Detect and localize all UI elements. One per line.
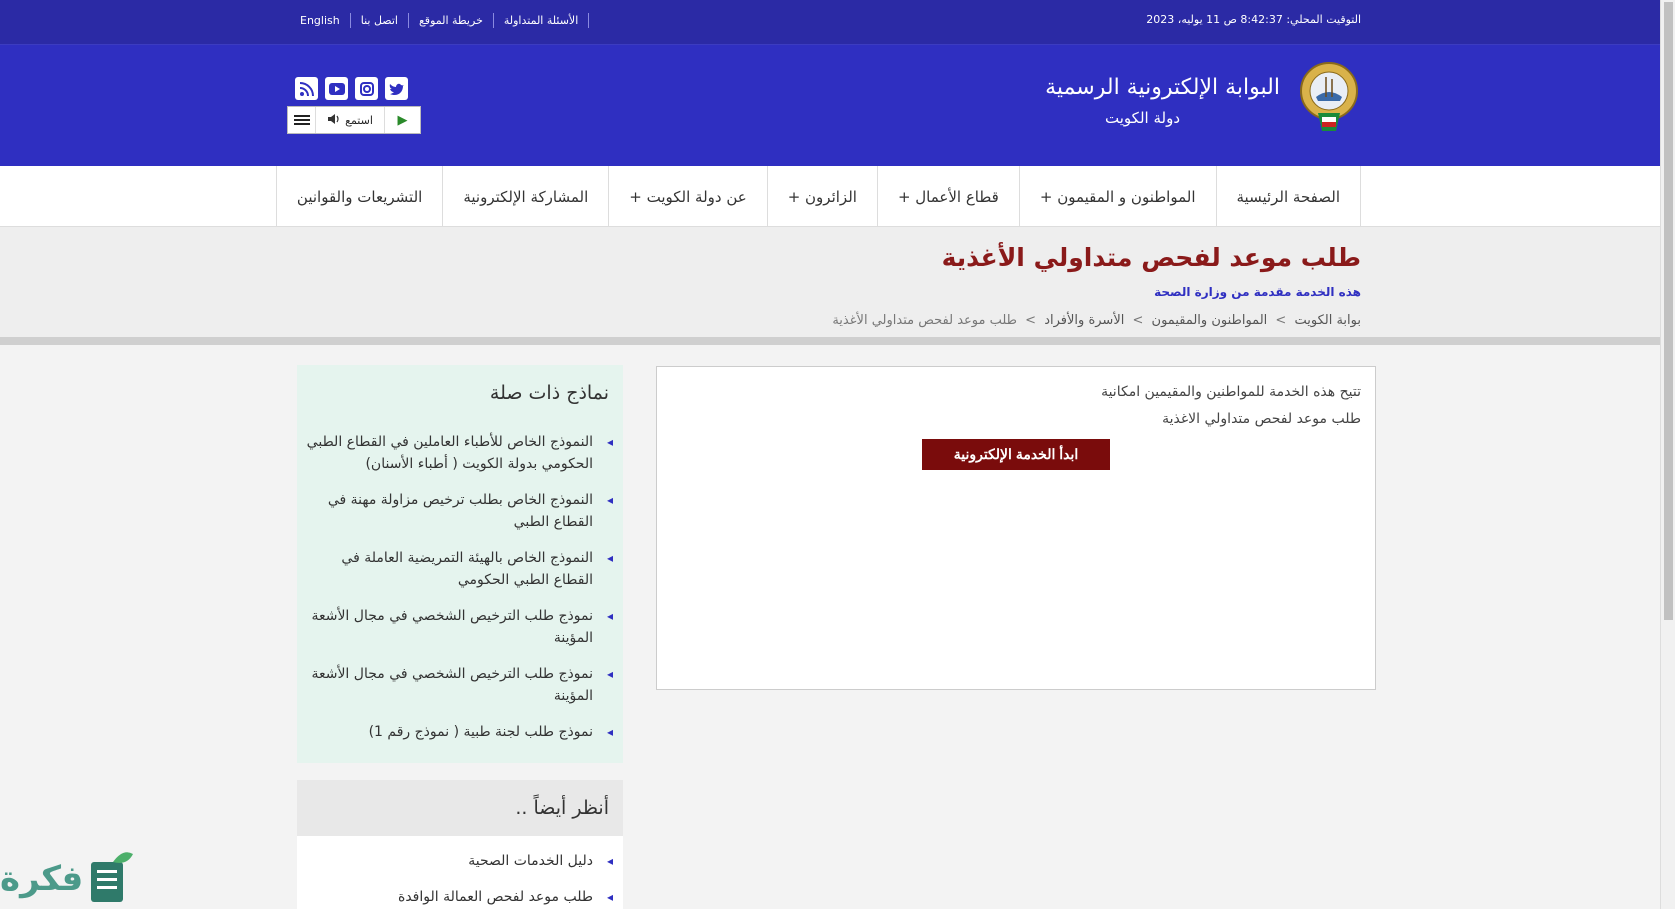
related-form-link[interactable]: ◂ نموذج طلب الترخيص الشخصي في مجال الأشعة المؤينة [305,663,593,707]
faq-link[interactable]: الأسئلة المتداولة [494,13,589,28]
breadcrumb [832,313,1361,328]
page-header [0,227,1660,345]
breadcrumb-family[interactable]: الأسرة والأفراد [1044,313,1125,328]
fikra-watermark [0,848,152,909]
speaker-icon [327,113,341,128]
top-links [290,13,589,28]
breadcrumb-separator: > [1025,313,1037,328]
start-e-service-button[interactable]: ابدأ الخدمة الإلكترونية [922,439,1110,470]
instagram-icon[interactable] [355,77,378,100]
related-form-link[interactable]: ◂ النموذج الخاص بطلب ترخيص مزاولة مهنة في القطاع الطبي [305,489,593,533]
menu-icon[interactable] [288,107,316,133]
social-icons [295,77,408,100]
related-form-link[interactable]: ◂ نموذج طلب لجنة طبية ( نموذج رقم 1) [305,721,593,743]
watermark-text: فكرة [0,858,84,899]
top-bar [0,0,1660,45]
nav-item-visitors[interactable]: الزائرون + [767,166,877,227]
nav-item-about-kuwait[interactable]: عن دولة الكويت + [608,166,766,227]
rss-icon[interactable] [295,77,318,100]
nav-item-business[interactable]: قطاع الأعمال + [877,166,1019,227]
breadcrumb-separator: > [1132,313,1144,328]
listen-player [287,106,421,134]
contact-us-link[interactable]: اتصل بنا [351,13,409,28]
twitter-icon[interactable] [385,77,408,100]
related-form-link[interactable]: ◂ نموذج طلب الترخيص الشخصي في مجال الأشعة المؤينة [305,605,593,649]
listen-label: استمع [345,113,373,127]
description-line-2: طلب موعد لفحص متداولي الاغذية [1162,411,1361,427]
site-title: البوابة الإلكترونية الرسمية [1045,75,1280,100]
local-time: التوقيت المحلي: 8:42:37 ص 11 يوليه، 2023 [1146,13,1361,26]
service-description-box [656,366,1376,690]
breadcrumb-current: طلب موعد لفحص متداولي الأغذية [832,313,1018,328]
breadcrumb-separator: > [1275,313,1287,328]
description-line-1: تتيح هذه الخدمة للمواطنين والمقيمين امكانية [1101,384,1361,400]
listen-button[interactable] [316,113,384,128]
nav-item-home[interactable]: الصفحة الرئيسية [1216,166,1362,227]
related-forms-title: نماذج ذات صلة [489,382,609,404]
nav-item-e-participation[interactable]: المشاركة الإلكترونية [442,166,608,227]
nav-item-citizens[interactable]: المواطنون و المقيمون + [1019,166,1216,227]
site-header [0,45,1660,166]
service-description [1101,379,1361,433]
related-forms-panel [297,365,623,763]
sitemap-link[interactable]: خريطة الموقع [409,13,494,28]
youtube-icon[interactable] [325,77,348,100]
related-form-link[interactable]: ◂ النموذج الخاص بالهيئة التمريضية العاملة في القطاع الطبي الحكومي [305,547,593,591]
site-subtitle: دولة الكويت [1105,109,1180,127]
page-scrollbar[interactable] [1660,0,1675,909]
breadcrumb-kuwait-portal[interactable]: بوابة الكويت [1294,313,1361,328]
see-also-panel [297,780,623,909]
see-also-link[interactable]: ◂ دليل الخدمات الصحية [305,850,593,872]
nav-item-legislation[interactable]: التشريعات والقوانين [276,166,442,227]
breadcrumb-citizens[interactable]: المواطنون والمقيمون [1151,313,1268,328]
main-nav [0,166,1660,227]
page-subtitle: هذه الخدمة مقدمة من وزارة الصحة [1154,285,1361,299]
play-icon[interactable]: ▶ [384,107,420,133]
scrollbar-thumb[interactable] [1664,2,1673,620]
see-also-link[interactable]: ◂ طلب موعد لفحص العمالة الوافدة [305,886,593,908]
kuwait-emblem-logo[interactable] [1296,59,1362,135]
page-title: طلب موعد لفحص متداولي الأغذية [941,243,1361,272]
see-also-title: أنظر أيضاً .. [297,780,623,836]
related-form-link[interactable]: ◂ النموذج الخاص للأطباء العاملين في القطاع الطبي الحكومي بدولة الكويت ( أطباء الأسنان) [305,431,593,475]
notebook-leaf-icon [83,848,135,909]
english-link[interactable]: English [290,13,351,28]
